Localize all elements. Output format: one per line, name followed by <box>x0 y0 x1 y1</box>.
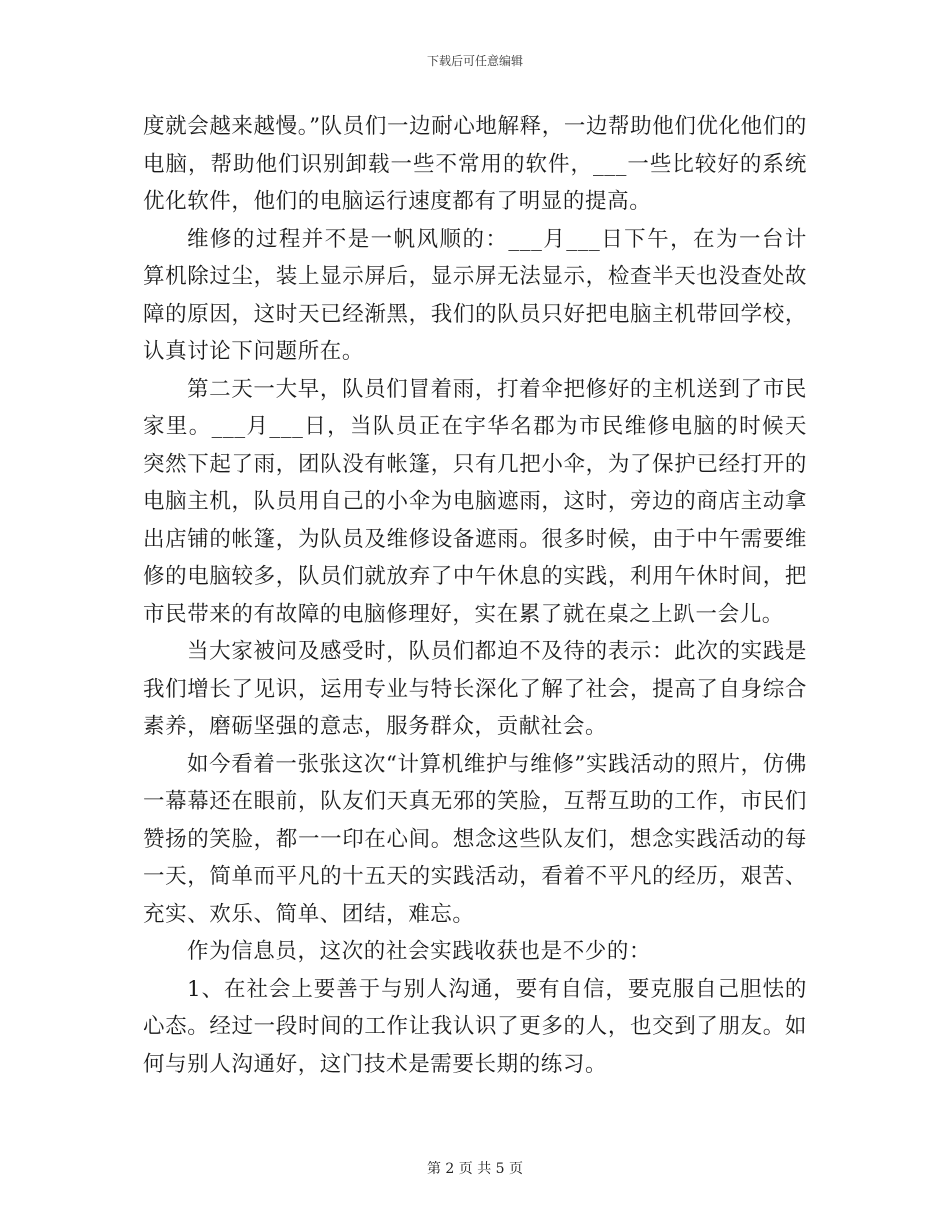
paragraph: 如今看着一张张这次“计算机维护与维修”实践活动的照片，仿佛一幕幕还在眼前，队友们天真无邪的笑脸，互帮互助的工作，市民们赞扬的笑脸，都一一印在心间。想念这些队友们，想念实践活动的每一天，简单而平凡的十五天的实践活动，看着不平凡的经历，艰苦、充实、欢乐、简单、团结，难忘。 <box>143 751 807 927</box>
paragraph: 1、在社会上要善于与别人沟通，要有自信，要克服自己胆怯的心态。经过一段时间的工作让我认识了更多的人，也交到了朋友。如何与别人沟通好，这门技术是需要长期的练习。 <box>143 976 807 1077</box>
paragraph: 维修的过程并不是一帆风顺的：___月___日下午，在为一台计算机除过尘，装上显示屏后，显示屏无法显示，检查半天也没查处故障的原因，这时天已经渐黑，我们的队员只好把电脑主机带回学校，认真讨论下问题所在。 <box>143 226 807 364</box>
page-header: 下载后可任意编辑 <box>426 54 523 68</box>
paragraph: 当大家被问及感受时，队员们都迫不及待的表示：此次的实践是我们增长了见识，运用专业与特长深化了解了社会，提高了自身综合素养，磨砺坚强的意志，服务群众，贡献社会。 <box>143 639 807 739</box>
paragraph: 第二天一大早，队员们冒着雨，打着伞把修好的主机送到了市民家里。___月___日，当队员正在宇华名郡为市民维修电脑的时候天突然下起了雨，团队没有帐篷，只有几把小伞，为了保护已经打开的电脑主机，队员用自己的小伞为电脑遮雨，这时，旁边的商店主动拿出店铺的帐篷，为队员及维修设备遮雨。很多时候，由于中午需要维修的电脑较多，队员们就放弃了中午休息的实践，利用午休时间，把市民带来的有故障的电脑修理好，实在累了就在桌之上趴一会儿。 <box>143 376 807 627</box>
paragraph: 度就会越来越慢。”队员们一边耐心地解释，一边帮助他们优化他们的电脑，帮助他们识别卸载一些不常用的软件，___一些比较好的系统优化软件，他们的电脑运行速度都有了明显的提高。 <box>143 114 807 214</box>
paragraph: 作为信息员，这次的社会实践收获也是不少的： <box>187 939 652 964</box>
document-body <box>143 108 807 1083</box>
page-footer: 第 2 页 共 5 页 <box>426 1161 524 1177</box>
